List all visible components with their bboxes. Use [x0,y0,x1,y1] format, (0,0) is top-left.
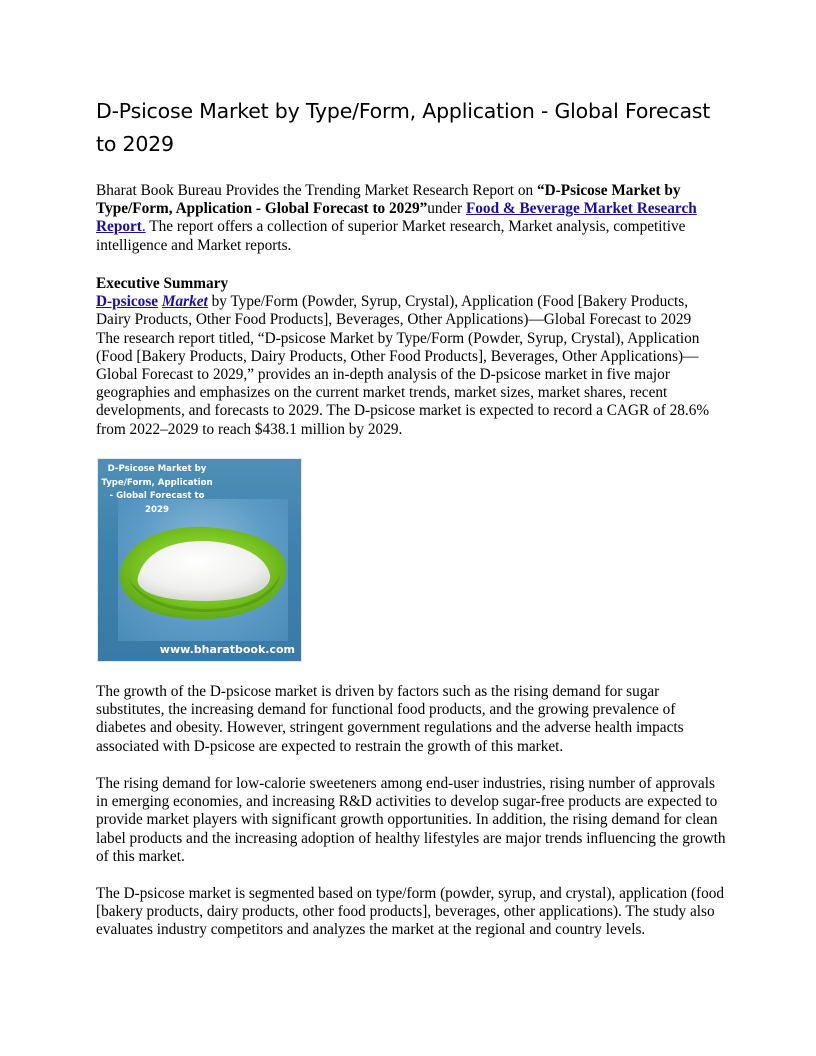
executive-body: The research report titled, “D-psicose Market by Type/Form (Powder, Syrup, Crystal), Application (Food [Bakery Products, Dairy Products, Other Food Products], Beverages, Other Applications)—Global Forecast to 2029,” provides an in-depth analysis of the D-psicose market in five major geographies and emphasizes on the current market trends, market sizes, market shares, recent developments, and forecasts to 2029. The D-psicose market is expected to record a CAGR of 28.6% from 2022–2029 to reach $438.1 million by 2029. [96,329,710,438]
executive-summary-heading: Executive Summary [96,275,229,292]
page-title: D-Psicose Market by Type/Form, Application - Global Forecast to 2029 [96,99,711,156]
growth-paragraph: The growth of the D-psicose market is driven by factors such as the rising demand for sugar substitutes, the increasing demand for functional food products, and the growing prevalence of diabetes and obesity. However, stringent government regulations and the adverse health impacts associated with D-psicose are expected to restrain the growth of this market. [96,683,684,755]
d-psicose-link[interactable]: D-psicose [96,293,159,311]
intro-under: under [427,200,466,218]
intro-paragraph [96,182,726,255]
cover-title: D-Psicose Market by Type/Form, Application - Global Forecast to 2029 [101,464,213,515]
intro-lead: Bharat Book Bureau Provides the Trending Market Research Report on [96,182,537,199]
intro-report-name: “D-Psicose Market by Type/Form, Application - Global Forecast to 2029” [96,182,681,218]
food-beverage-report-link[interactable]: Food & Beverage Market Research Report [96,200,697,236]
intro-tail: The report offers a collection of superior Market research, Market analysis, competitive intelligence and Market reports. [96,218,686,254]
market-link[interactable]: Market [161,293,208,311]
segmentation-paragraph: The D-psicose market is segmented based on type/form (powder, syrup, and crystal), application (food [bakery products, dairy products, other food products], beverages, other applications). The study also evaluates industry competitors and analyzes the market at the regional and country levels. [96,885,725,939]
report-cover-image [97,458,302,662]
opportunities-paragraph: The rising demand for low-calorie sweeteners among end-user industries, rising number of approvals in emerging economies, and increasing R&D activities to develop sugar-free products are expected to provide market players with significant growth opportunities. In addition, the rising demand for clean label products and the increasing adoption of healthy lifestyles are major trends influencing the growth of this market. [96,775,726,865]
executive-summary [96,275,726,439]
food-beverage-report-link-period[interactable]: . [141,218,146,236]
cover-url: www.bharatbook.com [159,643,295,656]
executive-line1: by Type/Form (Powder, Syrup, Crystal), Application (Food [Bakery Products, Dairy Products, Other Food Products], Beverages, Other Applications)—Global Forecast to 2029 [96,293,692,329]
